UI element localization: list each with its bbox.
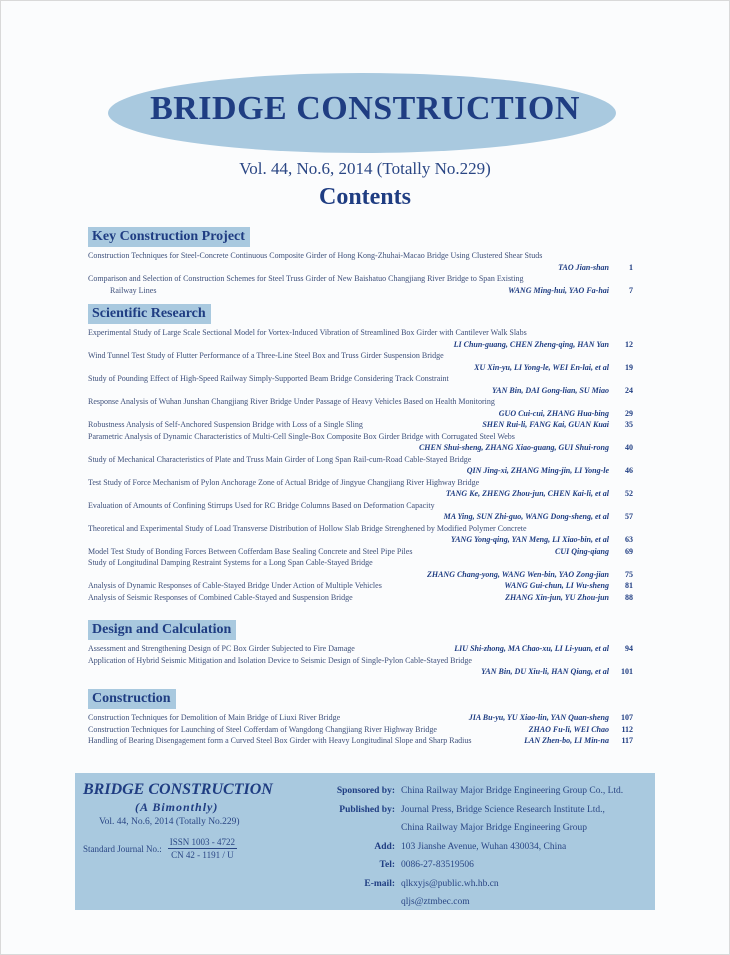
toc-entry[interactable] xyxy=(88,419,633,431)
entry-title: Robustness Analysis of Self-Anchored Suspension Bridge with Loss of a Single Sling xyxy=(88,420,363,429)
entry-authors: ZHANG Xin-jun, YU Zhou-jun xyxy=(505,592,609,602)
entry-page-number: 1 xyxy=(629,262,633,272)
entry-page-number: 57 xyxy=(625,512,633,521)
detail-value: 0086-27-83519506 xyxy=(401,860,474,870)
entry-byline xyxy=(469,712,633,724)
detail-value: Journal Press, Bridge Science Research Institute Ltd., xyxy=(401,804,605,815)
entry-byline xyxy=(467,465,633,477)
entry-page-number: 40 xyxy=(625,443,633,452)
toc-entry[interactable] xyxy=(88,712,633,724)
entry-title: Test Study of Force Mechanism of Pylon Anchorage Zone of Actual Bridge of Jingyue Changjiang River Highway Bridge xyxy=(88,477,480,487)
entry-byline xyxy=(558,262,633,274)
entry-page-number: 101 xyxy=(621,667,633,676)
entry-authors: LAN Zhen-bo, LI Min-na xyxy=(524,736,609,745)
entry-page-number: 12 xyxy=(625,339,633,349)
issn: ISSN 1003 - 4722 xyxy=(169,837,236,847)
entry-authors: LI Chun-guang, CHEN Zheng-qing, HAN Yan xyxy=(453,339,609,349)
entry-title: Comparison and Selection of Construction Schemes for Steel Truss Girder of New Baishatuo Changjiang River Bridge to Span Existing xyxy=(88,274,524,283)
detail-label: E-mail: xyxy=(364,878,395,889)
publisher-detail-row xyxy=(313,838,623,857)
entry-byline xyxy=(508,285,633,297)
entry-title: Study of Longitudinal Damping Restraint Systems for a Long Span Cable-Stayed Bridge xyxy=(88,558,373,567)
cn-number: CN 42 - 1191 / U xyxy=(171,850,234,860)
entry-title: Study of Pounding Effect of High-Speed Railway Simply-Supported Beam Bridge Considering Track Constraint xyxy=(88,374,449,383)
toc-entry[interactable] xyxy=(88,250,633,273)
entry-page-number: 69 xyxy=(625,546,633,556)
detail-label: Published by: xyxy=(339,804,395,815)
publisher-detail-row xyxy=(313,801,623,820)
entry-title: Construction Techniques for Launching of Steel Cofferdam of Wangdong Changjiang River Highway Bridge xyxy=(88,724,437,734)
contents-heading: Contents xyxy=(318,184,411,210)
detail-value: China Railway Major Bridge Engineering Group Co., Ltd. xyxy=(401,786,624,796)
entry-authors: YANG Yong-qing, YAN Meng, LI Xiao-bin, et al xyxy=(450,535,609,544)
detail-label: Add: xyxy=(374,841,395,852)
toc-entry[interactable] xyxy=(88,350,633,373)
entry-page-number: 46 xyxy=(625,466,633,475)
toc-entry[interactable] xyxy=(88,373,633,396)
entry-authors: TAO Jian-shan xyxy=(558,262,609,272)
entry-byline xyxy=(482,419,633,431)
detail-label: Sponsored by: xyxy=(336,786,395,796)
entry-title: Construction Techniques for Steel-Concrete Continuous Composite Girder of Hong Kong-Zhuhai-Macao Bridge Using Clustered Shear Studs xyxy=(88,251,543,260)
toc-entry[interactable] xyxy=(88,643,633,655)
entry-byline xyxy=(454,643,633,655)
entry-authors: GUO Cui-cui, ZHANG Hua-bing xyxy=(498,408,609,418)
entry-title: Assessment and Strengthening Design of PC Box Girder Subjected to Fire Damage xyxy=(88,644,355,653)
entry-authors: CHEN Shui-sheng, ZHANG Xiao-guang, GUI Shui-rong xyxy=(418,443,609,452)
entry-authors: MA Ying, SUN Zhi-guo, WANG Dong-sheng, et al xyxy=(443,512,609,521)
toc-entry[interactable] xyxy=(88,454,633,477)
entry-byline xyxy=(524,735,633,747)
entry-title: Response Analysis of Wuhan Junshan Changjiang River Bridge Under Passage of Heavy Vehicles Based on Health Monitoring xyxy=(88,397,495,406)
entry-byline xyxy=(419,442,633,454)
entry-title: Theoretical and Experimental Study of Load Transverse Distribution of Hollow Slab Bridge Strenghened by Modified Polymer Concrete xyxy=(88,523,527,533)
toc-entry[interactable] xyxy=(88,735,633,747)
entry-authors: XU Xin-yu, LI Yong-le, WEI En-lai, et al xyxy=(474,362,609,372)
toc-entry[interactable] xyxy=(88,327,633,350)
entry-byline xyxy=(481,666,633,678)
entry-authors: YAN Bin, DAI Gong-lian, SU Miao xyxy=(492,385,609,395)
journal-numbers xyxy=(168,837,237,860)
toc-entry[interactable] xyxy=(88,546,633,558)
detail-value: 103 Jianshe Avenue, Wuhan 430034, China xyxy=(401,841,567,852)
entry-byline xyxy=(474,362,633,374)
entry-authors: ZHAO Fu-li, WEI Chao xyxy=(528,724,609,734)
entry-authors: TANG Ke, ZHENG Zhou-jun, CHEN Kai-li, et al xyxy=(445,489,609,498)
entry-byline xyxy=(499,408,633,420)
publisher-details xyxy=(313,782,623,912)
entry-title: Construction Techniques for Demolition of Main Bridge of Liuxi River Bridge xyxy=(88,713,341,722)
entry-title: Evaluation of Amounts of Confining Stirrups Used for RC Bridge Columns Based on Deformation Capacity xyxy=(88,500,435,510)
journal-info-box xyxy=(75,773,655,910)
detail-label xyxy=(313,819,401,838)
publisher-detail-row xyxy=(313,782,623,801)
entry-page-number: 107 xyxy=(621,713,633,722)
entry-page-number: 63 xyxy=(625,535,633,544)
toc-entry[interactable] xyxy=(88,592,633,604)
entry-title: Application of Hybrid Seismic Mitigation and Isolation Device to Seismic Design of Single-Pylon Cable-Stayed Bridge xyxy=(88,655,472,665)
entry-page-number: 81 xyxy=(625,581,633,590)
toc-section xyxy=(88,689,633,747)
entry-byline xyxy=(446,488,633,500)
entry-authors: CUI Qing-qiang xyxy=(554,546,609,556)
toc-section xyxy=(88,227,633,296)
entry-authors: LIU Shi-zhong, MA Chao-xu, LI Li-yuan, et al xyxy=(454,644,609,653)
toc-section xyxy=(88,620,633,678)
toc-entry[interactable] xyxy=(88,431,633,454)
entry-page-number: 7 xyxy=(629,285,633,295)
section-heading: Key Construction Project xyxy=(88,227,250,247)
entry-byline xyxy=(504,580,633,592)
toc-entry[interactable] xyxy=(88,273,633,296)
publisher-detail-row xyxy=(313,819,623,838)
entry-byline xyxy=(505,592,633,604)
entry-authors: ZHANG Chang-yong, WANG Wen-bin, YAO Zong-jian xyxy=(426,569,609,579)
entry-title: Model Test Study of Bonding Forces Between Cofferdam Base Sealing Concrete and Steel Pipe Piles xyxy=(88,546,413,556)
entry-page-number: 52 xyxy=(625,489,633,498)
toc-entry[interactable] xyxy=(88,500,633,523)
detail-value[interactable]: qlkxyjs@public.wh.hb.cn xyxy=(401,878,499,889)
entry-title: Analysis of Seismic Responses of Combined Cable-Stayed and Suspension Bridge xyxy=(88,592,353,602)
entry-byline xyxy=(451,534,633,546)
info-journal-title: BRIDGE CONSTRUCTION xyxy=(83,781,273,798)
toc-entry[interactable] xyxy=(88,580,633,592)
entry-page-number: 112 xyxy=(621,724,633,734)
toc-entry[interactable] xyxy=(88,477,633,500)
entry-title: Analysis of Dynamic Responses of Cable-Stayed Bridge Under Action of Multiple Vehicles xyxy=(88,581,382,590)
toc-entry[interactable] xyxy=(88,396,633,419)
publisher-detail-row xyxy=(313,856,623,875)
publisher-detail-row xyxy=(313,875,623,894)
entry-page-number: 35 xyxy=(625,420,633,429)
entry-page-number: 88 xyxy=(625,592,633,602)
entry-authors: YAN Bin, DU Xiu-li, HAN Qiang, et al xyxy=(481,667,609,676)
entry-page-number: 117 xyxy=(621,736,633,745)
info-frequency: (A Bimonthly) xyxy=(135,800,219,814)
journal-title: BRIDGE CONSTRUCTION xyxy=(150,90,580,127)
detail-value: China Railway Major Bridge Engineering Group xyxy=(401,823,588,833)
detail-label: Tel: xyxy=(379,860,395,870)
publisher-detail-row xyxy=(313,893,623,912)
toc-entry[interactable] xyxy=(88,557,633,580)
section-heading: Scientific Research xyxy=(88,304,211,324)
toc-entry[interactable] xyxy=(88,724,633,736)
entry-byline xyxy=(529,724,633,736)
entry-byline xyxy=(555,546,633,558)
entry-authors: QIN Jing-xi, ZHANG Ming-jin, LI Yong-le xyxy=(466,466,609,475)
entry-byline xyxy=(454,339,633,351)
toc-section xyxy=(88,304,633,603)
entry-title: Handling of Bearing Disengagement form a Curved Steel Box Girder with Heavy Longitudinal Slope and Sharp Radius xyxy=(88,736,472,745)
entry-page-number: 24 xyxy=(625,385,633,395)
entry-title: Wind Tunnel Test Study of Flutter Performance of a Three-Line Steel Box and Truss Girder Suspension Bridge xyxy=(88,351,444,360)
entry-authors: JIA Bu-yu, YU Xiao-lin, YAN Quan-sheng xyxy=(468,713,609,722)
section-heading: Construction xyxy=(88,689,176,709)
entry-page-number: 29 xyxy=(625,408,633,418)
entry-authors: WANG Ming-hui, YAO Fa-hai xyxy=(508,285,609,295)
section-heading: Design and Calculation xyxy=(88,620,236,640)
entry-title: Railway Lines xyxy=(110,285,157,295)
entry-authors: WANG Gui-chun, LI Wu-sheng xyxy=(504,581,609,590)
detail-label xyxy=(313,893,401,912)
entry-title: Experimental Study of Large Scale Sectional Model for Vortex-Induced Vibration of Streamlined Box Girder with Cantilever Walk Slabs xyxy=(88,328,527,337)
detail-value[interactable]: qljs@ztmbec.com xyxy=(401,897,470,907)
entry-byline xyxy=(444,511,633,523)
entry-authors: SHEN Rui-li, FANG Kai, GUAN Kuai xyxy=(482,420,609,429)
info-issue: Vol. 44, No.6, 2014 (Totally No.229) xyxy=(99,817,240,827)
issue-line: Vol. 44, No.6, 2014 (Totally No.229) xyxy=(239,159,491,178)
entry-page-number: 75 xyxy=(625,569,633,579)
standard-label: Standard Journal No.: xyxy=(83,843,162,854)
toc-entry[interactable] xyxy=(88,655,633,678)
entry-byline xyxy=(427,569,633,581)
entry-title: Study of Mechanical Characteristics of Plate and Truss Main Girder of Long Span Rail-cum-Road Cable-Stayed Bridge xyxy=(88,454,472,464)
entry-page-number: 19 xyxy=(625,362,633,372)
standard-journal-number xyxy=(83,837,313,860)
entry-title: Parametric Analysis of Dynamic Characteristics of Multi-Cell Single-Box Composite Box Girder Bridge with Corrugated Steel Webs xyxy=(88,431,515,441)
journal-identity xyxy=(83,781,313,860)
entry-page-number: 94 xyxy=(625,644,633,653)
entry-byline xyxy=(492,385,633,397)
toc-entry[interactable] xyxy=(88,523,633,546)
